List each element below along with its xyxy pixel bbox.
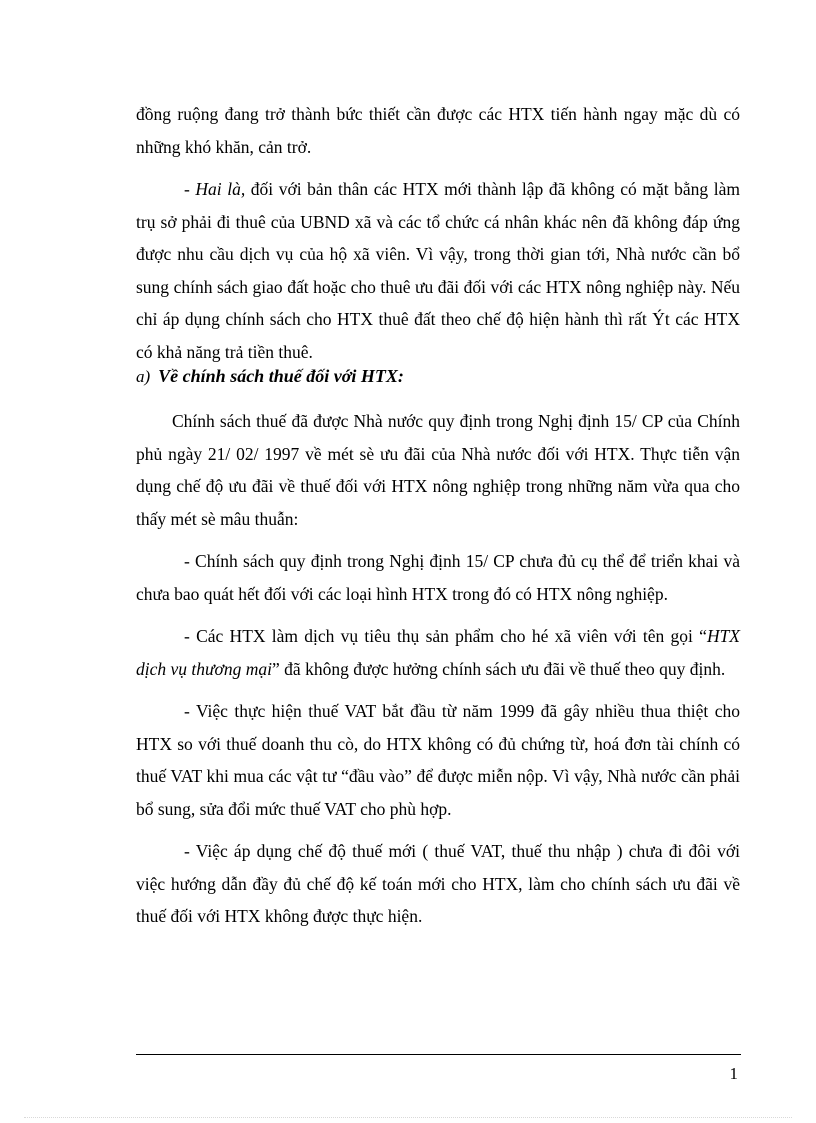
heading-marker: a)	[136, 367, 151, 386]
hai-la-rest: đối với bản thân các HTX mới thành lập đã không có mặt bằng làm trụ sở phải đi thuê của UBND xã và các tổ chức cá nhân khác nên đã không đáp ứng được nhu cầu dịch vụ của hộ xã viên. Vì vậy, trong thời gian tới, Nhà nước cần bổ sung chính sách giao đất hoặc cho thuê ưu đãi đối với các HTX nông nghiệp này. Nếu chỉ áp dụng chính sách cho HTX thuê đất theo chế độ hiện hành thì rất Ýt các HTX có khả năng trả tiền thuê.	[136, 179, 740, 362]
paragraph-continuation: đồng ruộng đang trở thành bức thiết cần được các HTX tiến hành ngay mặc dù có những khó khăn, cản trở.	[136, 104, 740, 157]
bullet-2-lead: - Các HTX làm dịch vụ tiêu thụ sản phẩm cho hé xã viên với tên gọi “	[184, 626, 707, 646]
bullet-item-1: - Chính sách quy định trong Nghị định 15/ CP chưa đủ cụ thể để triển khai và chưa bao quát hết đối với các loại hình HTX trong đó có HTX nông nghiệp.	[136, 551, 740, 604]
section-heading	[136, 366, 404, 387]
bullet-item-2	[136, 620, 740, 685]
paragraph-hai-la	[136, 173, 740, 368]
bullet-2-italic: HTX dịch vụ thương mại	[136, 626, 740, 679]
body-text-top	[136, 98, 740, 368]
hai-la-italic: Hai là,	[195, 179, 246, 199]
heading-title: Về chính sách thuế đối với HTX:	[158, 366, 404, 386]
footer-divider	[136, 1054, 741, 1055]
hai-la-lead: -	[184, 179, 196, 199]
bullet-item-4: - Việc áp dụng chế độ thuế mới ( thuế VAT, thuế thu nhập ) chưa đi đôi với việc hướng dẫn đầy đủ chế độ kế toán mới cho HTX, làm cho chính sách ưu đãi về thuế đối với HTX không được thực hiện.	[136, 841, 740, 926]
paragraph-tax-policy: Chính sách thuế đã được Nhà nước quy định trong Nghị định 15/ CP của Chính phủ ngày 21/ 02/ 1997 về mét sè ưu đãi của Nhà nước đối với HTX. Thực tiễn vận dụng chế độ ưu đãi về thuế đối với HTX nông nghiệp trong những năm vừa qua cho thấy mét sè mâu thuẫn:	[136, 411, 740, 529]
bullet-2-rest: ” đã không được hưởng chính sách ưu đãi về thuế theo quy định.	[272, 658, 726, 679]
bullet-item-3: - Việc thực hiện thuế VAT bắt đầu từ năm 1999 đã gây nhiều thua thiệt cho HTX so với thuế doanh thu cò, do HTX không có đủ chứng từ, hoá đơn tài chính có thuế VAT khi mua các vật tư “đầu vào” để được miễn nộp. Vì vậy, Nhà nước cần phải bổ sung, sửa đổi mức thuế VAT cho phù hợp.	[136, 701, 740, 819]
page-edge-dotted-line	[24, 1117, 792, 1118]
page-number: 1	[729, 1064, 738, 1083]
body-text-tax	[136, 405, 740, 933]
